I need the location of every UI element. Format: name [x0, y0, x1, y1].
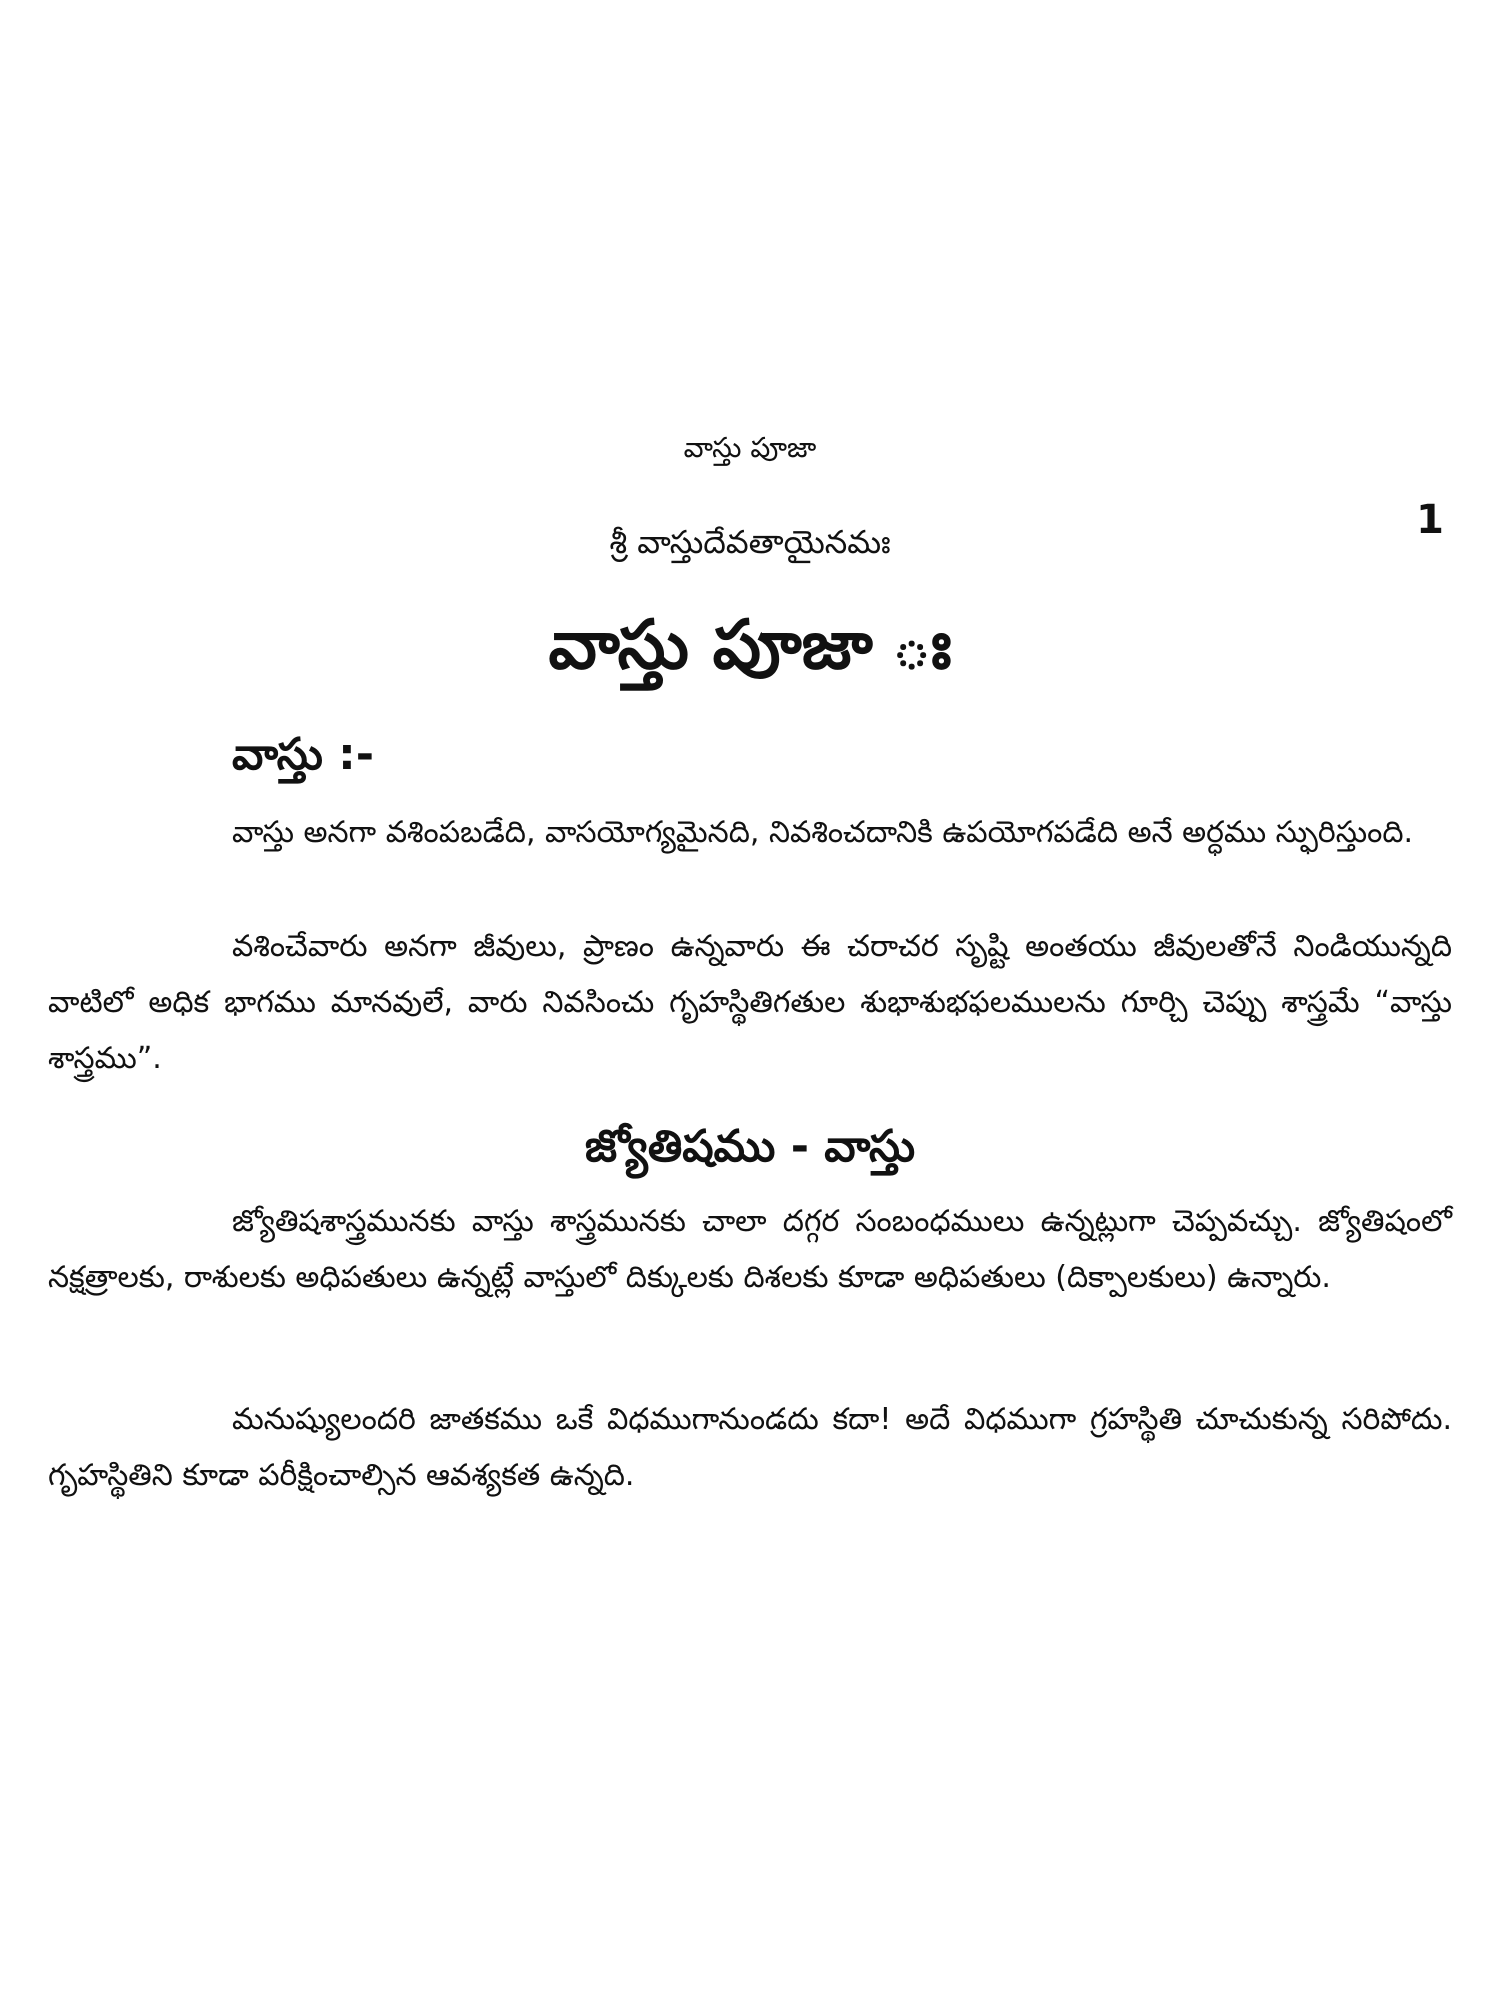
page-title: వాస్తు పూజా ః [548, 606, 952, 685]
paragraph-griha-sthiti: మనుష్యులందరి జాతకము ఒకే విధముగానుండదు కదా! అదే విధముగా గ్రహస్థితి చూచుకున్న సరిపోదు. గృహస్థితిని కూడా పరీక్షించాల్సిన ఆవశ్యకత ఉన్నది. [48, 1402, 1452, 1493]
running-header: వాస్తు పూజా [683, 431, 817, 464]
invocation-line: శ్రీ వాస్తుదేవతాయైనమః [609, 523, 891, 561]
section-heading-vastu: వాస్తు :- [232, 729, 375, 780]
page-number: 1 [1416, 497, 1444, 543]
paragraph-vastu-shastra: వశించేవారు అనగా జీవులు, ప్రాణం ఉన్నవారు ఈ చరాచర సృష్టి అంతయు జీవులతోనే నిండియున్నది వాటిలో అధిక భాగము మానవులే, వారు నివసించు గృహస్థితిగతుల శుభాశుభఫలములను గూర్చి చెప్పు శాస్త్రమే “వాస్తు శాస్త్రము”. [48, 929, 1452, 1076]
paragraph-vastu-meaning: వాస్తు అనగా వశింపబడేది, వాసయోగ్యమైనది, నివశించదానికి ఉపయోగపడేది అనే అర్ధము స్ఫురిస్తుంది. [232, 815, 1414, 850]
section-heading-jyotisha-vastu: జ్యోతిషము - వాస్తు [584, 1121, 916, 1172]
paragraph-jyotisha-relation: జ్యోతిషశాస్త్రమునకు వాస్తు శాస్త్రమునకు చాలా దగ్గర సంబంధములు ఉన్నట్లుగా చెప్పవచ్చు. జ్యోతిషంలో నక్షత్రాలకు, రాశులకు అధిపతులు ఉన్నట్లే వాస్తులో దిక్కులకు దిశలకు కూడా అధిపతులు (దిక్పాలకులు) ఉన్నారు. [48, 1204, 1452, 1295]
